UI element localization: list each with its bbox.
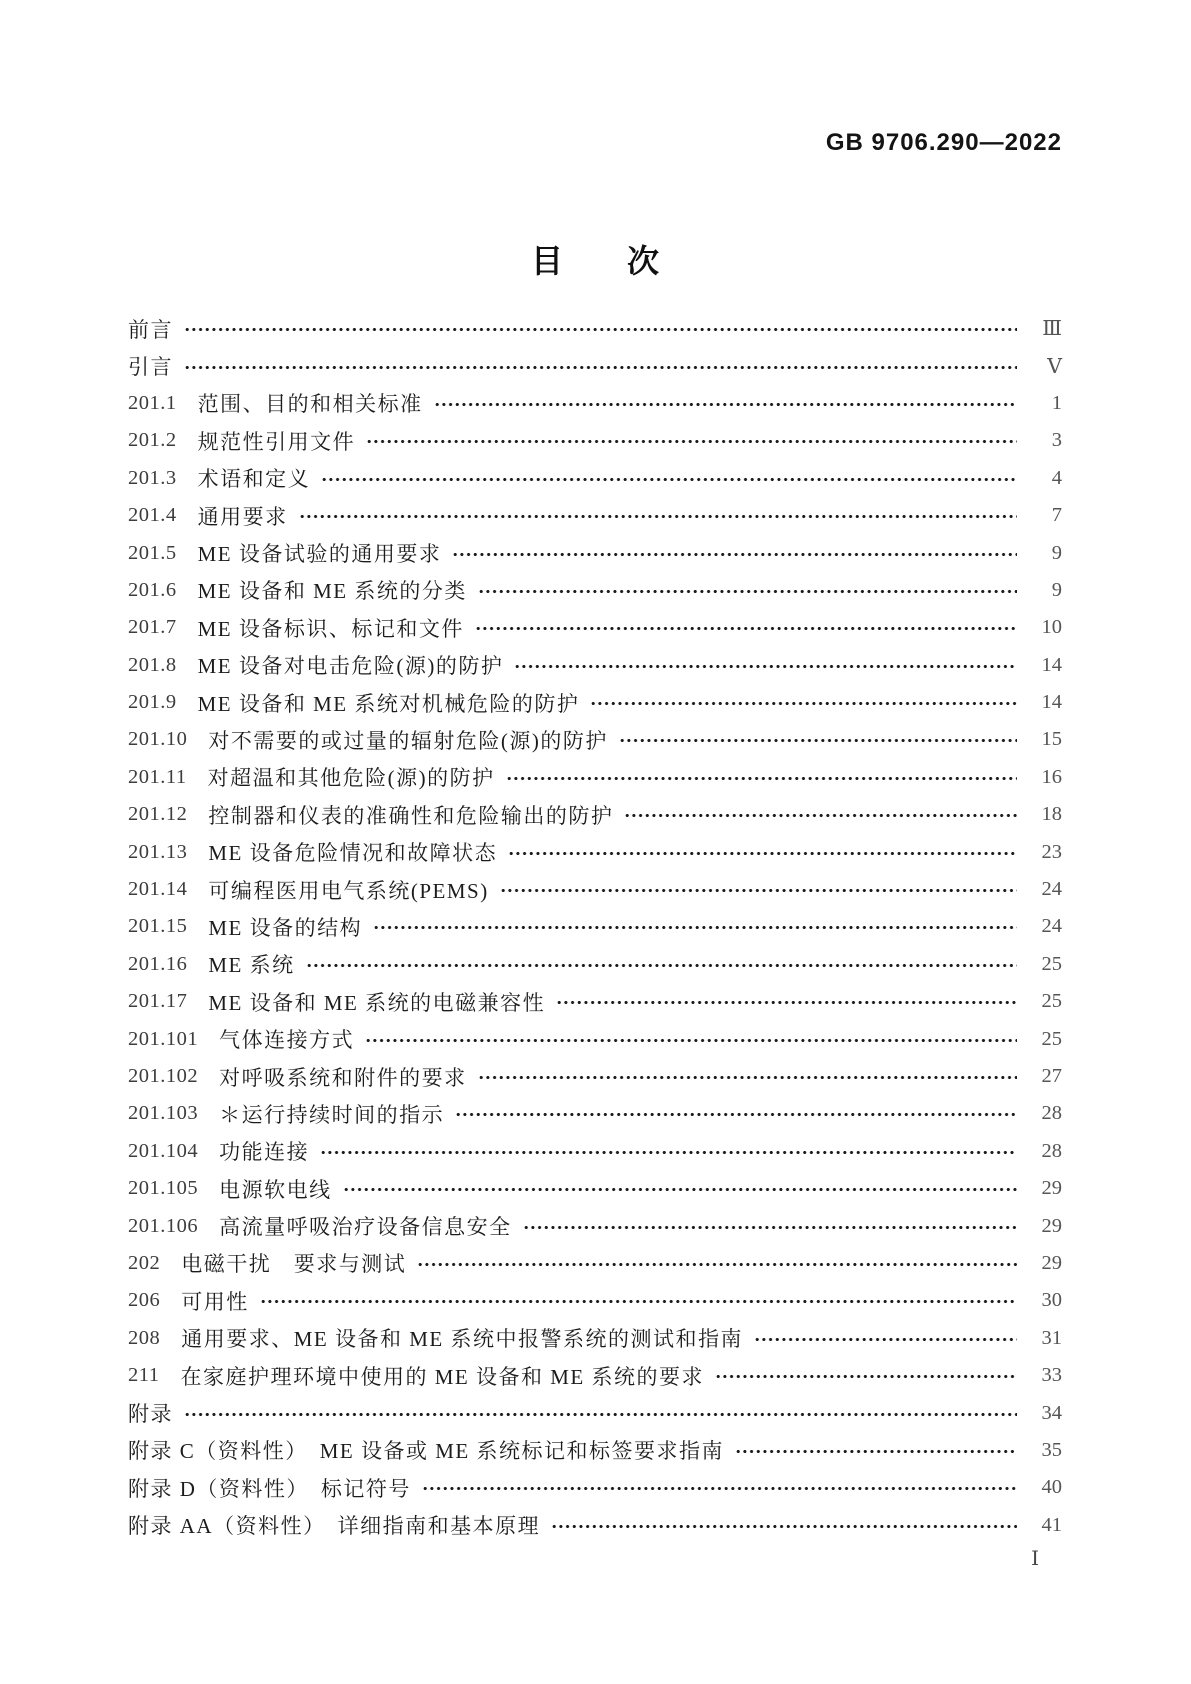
toc-entry-page: 30 [1041, 1289, 1062, 1312]
dot-leader-icon [300, 514, 1017, 519]
toc-list [128, 310, 1062, 1544]
doc-standard-number: GB 9706.290—2022 [825, 129, 1062, 156]
toc-entry-page: 29 [1041, 1214, 1062, 1237]
dot-leader-icon [557, 1000, 1017, 1005]
toc-entry-label: ME 设备标识、标记和文件 [197, 616, 464, 641]
toc-entry-label: 附录 AA（资料性） 详细指南和基本原理 [128, 1514, 541, 1539]
toc-entry-page: 10 [1041, 616, 1062, 639]
toc-entry[interactable] [128, 1095, 1062, 1132]
toc-entry-page: 25 [1041, 990, 1062, 1013]
toc-entry-page: 14 [1041, 691, 1062, 714]
dot-leader-icon [185, 365, 1017, 370]
toc-entry-number: 201.104 [128, 1139, 199, 1162]
toc-entry[interactable] [128, 871, 1062, 908]
toc-entry-page: 35 [1041, 1438, 1062, 1461]
toc-entry[interactable] [128, 497, 1062, 534]
dot-leader-icon [344, 1187, 1017, 1192]
dot-leader-icon [374, 925, 1017, 930]
toc-entry-page: 18 [1041, 803, 1062, 826]
toc-entry-label: 控制器和仪表的准确性和危险输出的防护 [208, 803, 614, 828]
toc-entry-page: 4 [1051, 466, 1062, 489]
toc-entry-label: 对不需要的或过量的辐射危险(源)的防护 [208, 728, 608, 753]
dot-leader-icon [524, 1225, 1017, 1230]
toc-entry-page: 24 [1041, 915, 1062, 938]
toc-entry[interactable] [128, 347, 1062, 384]
dot-leader-icon [185, 1412, 1017, 1417]
toc-entry[interactable] [128, 534, 1062, 571]
toc-entry-number: 201.5 [128, 541, 177, 564]
toc-entry-label: 电源软电线 [219, 1177, 332, 1202]
dot-leader-icon [716, 1374, 1017, 1379]
toc-entry-label: ME 系统 [208, 953, 295, 978]
toc-entry-label: 可编程医用电气系统(PEMS) [208, 878, 489, 903]
toc-entry[interactable] [128, 572, 1062, 609]
page-title: 目 次 [530, 243, 659, 279]
toc-entry-label: ME 设备的结构 [208, 915, 363, 940]
footer-page-number: Ⅰ [1031, 1548, 1039, 1570]
toc-entry[interactable] [128, 833, 1062, 870]
toc-entry-page: 9 [1051, 578, 1062, 601]
toc-entry-number: 208 [128, 1326, 161, 1349]
dot-leader-icon [479, 1075, 1017, 1080]
toc-entry-number: 201.2 [128, 429, 177, 452]
dot-leader-icon [736, 1449, 1017, 1454]
toc-entry-number: 202 [128, 1251, 161, 1274]
toc-entry[interactable] [128, 1507, 1062, 1544]
dot-leader-icon [456, 1112, 1017, 1117]
dot-leader-icon [755, 1337, 1017, 1342]
toc-entry-label: 规范性引用文件 [197, 429, 356, 454]
toc-entry[interactable] [128, 1170, 1062, 1207]
toc-entry-page: 7 [1051, 504, 1062, 527]
toc-entry-number: 201.9 [128, 691, 177, 714]
toc-entry-label: 在家庭护理环境中使用的 ME 设备和 ME 系统的要求 [180, 1364, 704, 1389]
toc-entry[interactable] [128, 1394, 1062, 1431]
toc-entry-page: 27 [1041, 1065, 1062, 1087]
toc-entry-page: 25 [1041, 952, 1062, 975]
toc-entry-number: 201.10 [128, 728, 188, 751]
toc-entry-page: 23 [1041, 840, 1062, 863]
toc-entry-number: 201.11 [128, 765, 187, 788]
toc-entry-label: 前言 [128, 317, 173, 342]
toc-entry[interactable] [128, 684, 1062, 721]
toc-entry-label: 高流量呼吸治疗设备信息安全 [219, 1215, 512, 1240]
dot-leader-icon [321, 1150, 1017, 1155]
toc-entry-page: 25 [1041, 1027, 1062, 1050]
toc-entry-number: 206 [128, 1289, 161, 1312]
toc-entry[interactable] [128, 796, 1062, 833]
toc-entry-page: 1 [1051, 391, 1062, 414]
dot-leader-icon [507, 776, 1017, 781]
dot-leader-icon [591, 701, 1017, 706]
toc-entry-label: 附录 D（资料性） 标记符号 [128, 1476, 411, 1501]
toc-entry-label: ME 设备和 ME 系统的电磁兼容性 [208, 990, 546, 1015]
toc-entry[interactable] [128, 1469, 1062, 1506]
toc-entry[interactable] [128, 422, 1062, 459]
toc-entry-page: 29 [1041, 1251, 1062, 1274]
toc-entry[interactable] [128, 310, 1062, 347]
toc-entry-label: 电磁干扰 要求与测试 [181, 1252, 407, 1277]
dot-leader-icon [185, 327, 1017, 332]
toc-entry-label: 术语和定义 [197, 467, 311, 492]
toc-entry[interactable] [128, 946, 1062, 983]
toc-entry[interactable] [128, 1058, 1062, 1095]
toc-entry-page: 24 [1041, 878, 1062, 901]
toc-entry-page: 40 [1041, 1476, 1062, 1499]
toc-entry[interactable] [128, 759, 1062, 796]
dot-leader-icon [435, 402, 1017, 407]
toc-entry-page: 41 [1041, 1513, 1062, 1536]
toc-entry-page: 34 [1041, 1401, 1062, 1424]
toc-entry-label: ＊运行持续时间的指示 [219, 1102, 445, 1127]
toc-entry-number: 211 [128, 1364, 160, 1387]
toc-entry-label: 引言 [128, 355, 173, 380]
toc-entry[interactable] [128, 1020, 1062, 1057]
toc-entry-number: 201.14 [128, 878, 188, 901]
toc-entry-number: 201.12 [128, 803, 188, 826]
toc-entry-label: 通用要求 [197, 504, 288, 529]
toc-entry-number: 201.13 [128, 840, 188, 863]
toc-entry-number: 201.7 [128, 616, 177, 639]
toc-entry[interactable] [128, 1133, 1062, 1170]
toc-entry-label: 通用要求、ME 设备和 ME 系统中报警系统的测试和指南 [181, 1327, 743, 1352]
dot-leader-icon [479, 589, 1017, 594]
toc-entry-page: 3 [1051, 429, 1062, 452]
dot-leader-icon [261, 1299, 1017, 1304]
toc-entry-page: 15 [1041, 728, 1062, 751]
dot-leader-icon [515, 664, 1017, 669]
toc-entry-page: Ⅴ [1047, 355, 1062, 378]
toc-entry[interactable] [128, 1320, 1062, 1357]
dot-leader-icon [418, 1262, 1017, 1267]
toc-entry-number: 201.103 [128, 1102, 199, 1125]
toc-entry-label: 附录 [128, 1402, 173, 1427]
toc-entry-label: ME 设备和 ME 系统对机械危险的防护 [197, 691, 580, 716]
dot-leader-icon [625, 813, 1017, 818]
toc-entry-number: 201.4 [128, 504, 177, 527]
toc-entry-number: 201.106 [128, 1214, 199, 1237]
toc-entry-label: 对超温和其他危险(源)的防护 [207, 766, 495, 791]
toc-entry-number: 201.3 [128, 466, 177, 489]
toc-entry-label: 附录 C（资料性） ME 设备或 ME 系统标记和标签要求指南 [128, 1439, 725, 1464]
toc-entry-number: 201.8 [128, 653, 177, 676]
toc-entry[interactable] [128, 647, 1062, 684]
toc-entry-number: 201.1 [128, 391, 177, 414]
toc-entry[interactable] [128, 1245, 1062, 1282]
toc-entry-page: 28 [1041, 1139, 1062, 1162]
toc-entry[interactable] [128, 1282, 1062, 1319]
toc-entry-page: 9 [1051, 541, 1062, 564]
toc-entry[interactable] [128, 609, 1062, 646]
dot-leader-icon [423, 1486, 1017, 1491]
toc-entry-number: 201.17 [128, 990, 188, 1013]
dot-leader-icon [620, 738, 1017, 743]
toc-entry-page: 14 [1041, 653, 1062, 676]
dot-leader-icon [501, 888, 1017, 893]
toc-entry-number: 201.16 [128, 952, 188, 975]
toc-entry-page: Ⅲ [1042, 318, 1062, 341]
toc-entry-page: 28 [1041, 1102, 1062, 1125]
dot-leader-icon [552, 1524, 1017, 1529]
toc-entry-page: 31 [1041, 1326, 1062, 1349]
toc-entry[interactable] [128, 721, 1062, 758]
toc-entry-number: 201.6 [128, 578, 177, 601]
toc-entry-number: 201.105 [128, 1177, 199, 1200]
toc-entry-page: 33 [1041, 1364, 1062, 1387]
dot-leader-icon [453, 552, 1017, 557]
toc-entry-label: ME 设备对电击危险(源)的防护 [197, 654, 504, 679]
toc-entry-page: 16 [1041, 765, 1062, 788]
toc-entry-label: ME 设备和 ME 系统的分类 [197, 579, 467, 604]
toc-entry-label: ME 设备试验的通用要求 [197, 542, 442, 567]
toc-entry-page: 29 [1041, 1177, 1062, 1200]
toc-entry-label: 可用性 [181, 1289, 249, 1314]
toc-entry-label: 范围、目的和相关标准 [197, 392, 423, 417]
dot-leader-icon [322, 477, 1017, 482]
toc-entry[interactable] [128, 983, 1062, 1020]
toc-entry-label: ME 设备危险情况和故障状态 [208, 841, 498, 866]
dot-leader-icon [509, 851, 1017, 856]
dot-leader-icon [366, 1038, 1017, 1043]
dot-leader-icon [476, 626, 1017, 631]
dot-leader-icon [367, 439, 1017, 444]
toc-entry-label: 气体连接方式 [219, 1028, 355, 1053]
toc-entry[interactable] [128, 1432, 1062, 1469]
dot-leader-icon [307, 963, 1017, 968]
toc-entry-number: 201.102 [128, 1065, 199, 1087]
toc-entry-number: 201.101 [128, 1027, 199, 1050]
toc-entry-label: 对呼吸系统和附件的要求 [219, 1065, 467, 1090]
toc-entry-label: 功能连接 [219, 1140, 310, 1165]
toc-entry-number: 201.15 [128, 915, 188, 938]
toc-entry[interactable] [128, 1207, 1062, 1244]
toc-entry[interactable] [128, 1357, 1062, 1394]
toc-entry[interactable] [128, 460, 1062, 497]
toc-entry[interactable] [128, 385, 1062, 422]
toc-entry[interactable] [128, 908, 1062, 945]
